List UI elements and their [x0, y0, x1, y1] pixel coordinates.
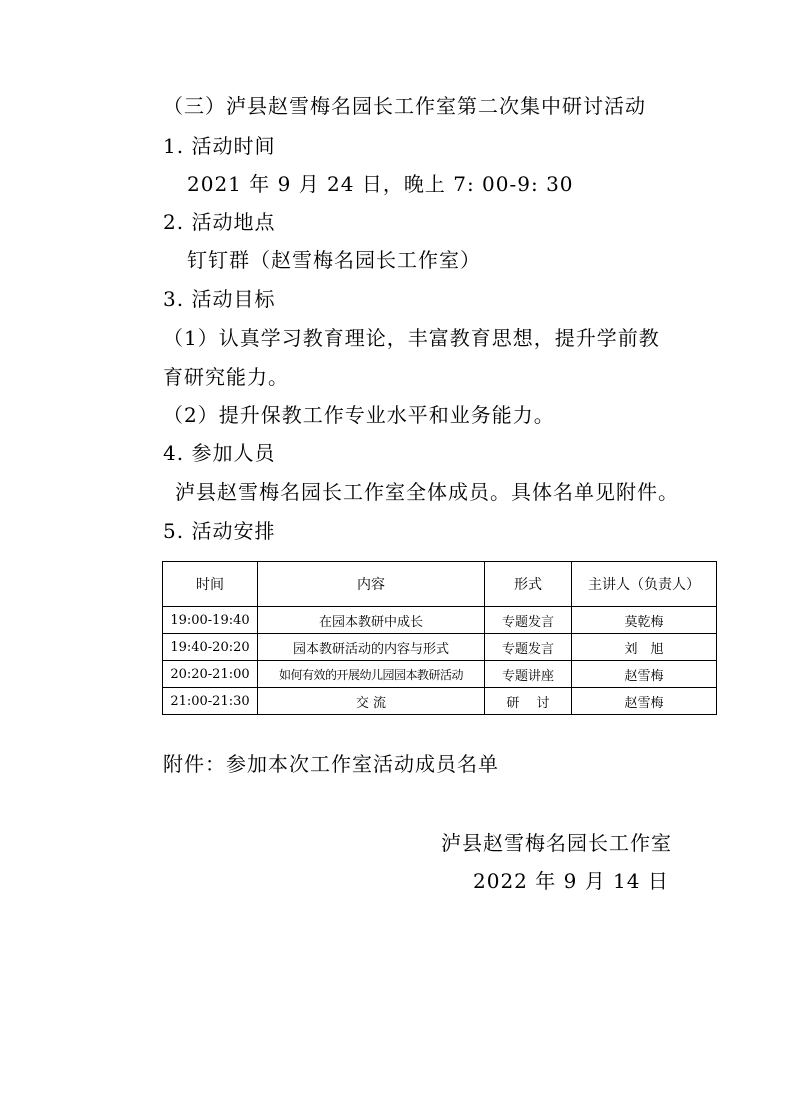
header-time: 时间: [163, 562, 258, 607]
item-1-text: 2021 年 9 月 24 日，晚上 7: 00-9: 30: [187, 172, 574, 196]
table-row: [163, 607, 717, 634]
cell-content: 如何有效的开展幼儿园园本教研活动: [258, 661, 485, 688]
item-1-heading: 1. 活动时间: [163, 134, 276, 158]
cell-time: 19:00-19:40: [163, 607, 258, 634]
header-content: 内容: [258, 562, 485, 607]
cell-speaker: 赵雪梅: [572, 688, 717, 715]
cell-speaker: 莫乾梅: [572, 607, 717, 634]
cell-form: 研 讨: [485, 688, 572, 715]
item-4-heading: 4. 参加人员: [163, 441, 276, 465]
item-3-text-3: （2）提升保教工作专业水平和业务能力。: [163, 403, 555, 427]
item-3-heading: 3. 活动目标: [163, 287, 276, 311]
cell-time: 21:00-21:30: [163, 688, 258, 715]
header-speaker: 主讲人（负责人）: [572, 562, 717, 607]
attachment-note: 附件：参加本次工作室活动成员名单: [163, 752, 499, 776]
cell-speaker: 刘 旭: [572, 634, 717, 661]
cell-content: 交 流: [258, 688, 485, 715]
item-3-text-2: 育研究能力。: [163, 365, 289, 389]
item-4-text: 泸县赵雪梅名园长工作室全体成员。具体名单见附件。: [175, 480, 679, 504]
header-form: 形式: [485, 562, 572, 607]
cell-content: 园本教研活动的内容与形式: [258, 634, 485, 661]
cell-speaker: 赵雪梅: [572, 661, 717, 688]
cell-form: 专题发言: [485, 634, 572, 661]
cell-form: 专题讲座: [485, 661, 572, 688]
item-2-text: 钉钉群（赵雪梅名园长工作室）: [187, 248, 481, 272]
cell-form: 专题发言: [485, 607, 572, 634]
schedule-table: [162, 561, 717, 715]
table-row: [163, 688, 717, 715]
item-2-heading: 2. 活动地点: [163, 210, 276, 234]
table-row: [163, 661, 717, 688]
table-header-row: [163, 562, 717, 607]
signature-date: 2022 年 9 月 14 日: [473, 869, 669, 893]
cell-time: 19:40-20:20: [163, 634, 258, 661]
item-5-heading: 5. 活动安排: [163, 519, 276, 543]
table-row: [163, 634, 717, 661]
signature-org: 泸县赵雪梅名园长工作室: [441, 831, 672, 855]
cell-content: 在园本教研中成长: [258, 607, 485, 634]
cell-time: 20:20-21:00: [163, 661, 258, 688]
section-title: （三）泸县赵雪梅名园长工作室第二次集中研讨活动: [163, 94, 646, 118]
item-3-text-1: （1）认真学习教育理论，丰富教育思想，提升学前教: [163, 326, 660, 350]
